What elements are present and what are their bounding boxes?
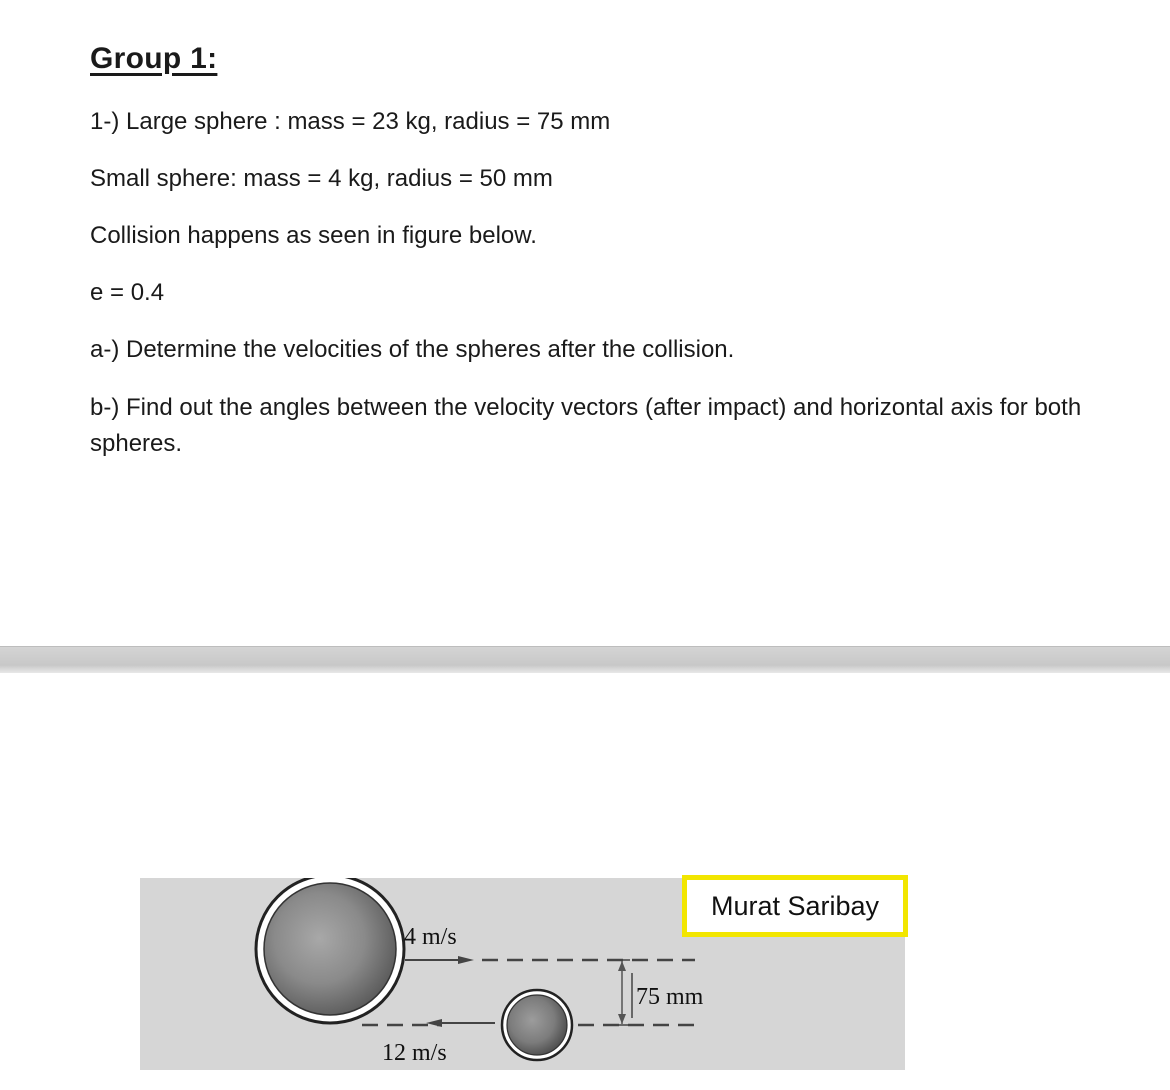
group-title: Group 1:: [90, 42, 218, 75]
restitution-line: e = 0.4: [90, 279, 165, 306]
author-name-box: Murat Saribay: [682, 875, 908, 937]
large-velocity-label: 4 m/s: [404, 924, 457, 950]
part-a-question: a-) Determine the velocities of the spheres after the collision.: [90, 336, 735, 363]
collision-line: Collision happens as seen in figure below.: [90, 222, 537, 249]
large-sphere-line: 1-) Large sphere : mass = 23 kg, radius = 75 mm: [90, 108, 611, 135]
small-sphere-line: Small sphere: mass = 4 kg, radius = 50 mm: [90, 165, 553, 192]
page-separator: [0, 646, 1170, 673]
small-velocity-label: 12 m/s: [382, 1040, 447, 1066]
part-b-question: b-) Find out the angles between the velocity vectors (after impact) and horizontal axis for both spheres.: [90, 394, 1082, 457]
offset-label: 75 mm: [636, 984, 704, 1010]
